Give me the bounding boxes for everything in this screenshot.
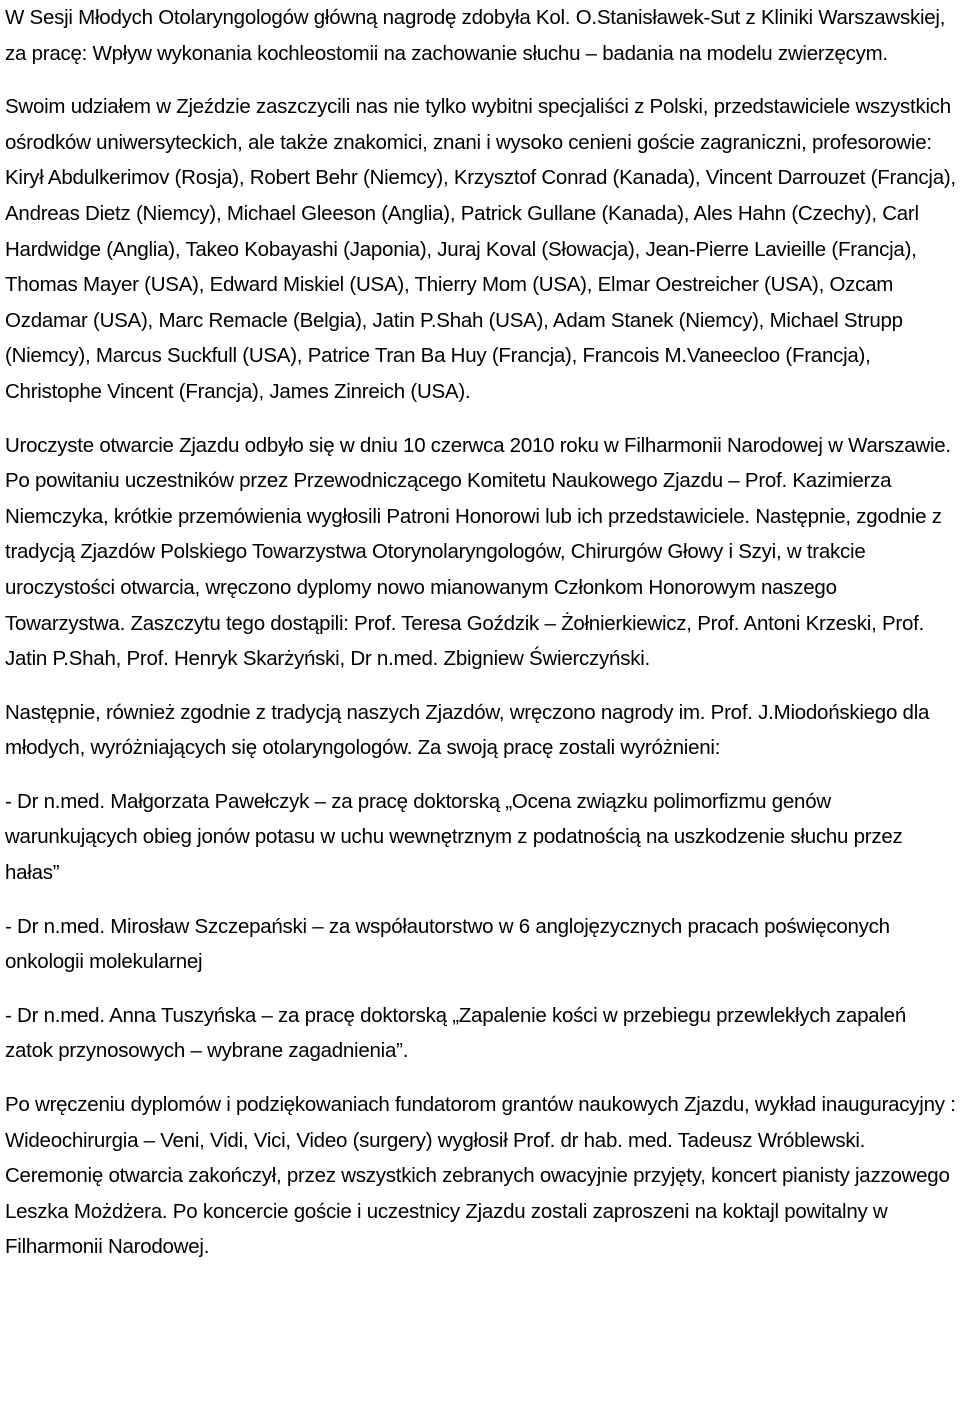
list-item-awardee-tuszynska: - Dr n.med. Anna Tuszyńska – za pracę doktorską „Zapalenie kości w przebiegu przewlekłych zapaleń zatok przynosowych – wybrane zagadnienia”. (5, 1003, 906, 1063)
list-item-awardee-pawelczyk: - Dr n.med. Małgorzata Pawełczyk – za pracę doktorską „Ocena związku polimorfizmu genów warunkujących obieg jonów potasu w uchu wewnętrznym z podatnością na uszkodzenie słuchu przez hałas” (5, 789, 903, 885)
paragraph-miodonski-awards: Następnie, również zgodnie z tradycją naszych Zjazdów, wręczono nagrody im. Prof. J.Miodońskiego dla młodych, wyróżniających się otolaryngologów. Za swoją pracę zostali wyróżnieni: (5, 700, 930, 760)
paragraph-inaugural-lecture-concert: Po wręczeniu dyplomów i podziękowaniach fundatorom grantów naukowych Zjazdu, wykład inauguracyjny : Wideochirurgia – Veni, Vidi, Vici, Video (surgery) wygłosił Prof. dr hab. med. Tadeusz Wróblewski. Ceremonię otwarcia zakończył, przez wszystkich zebranych owacyjnie przyjęty, koncert pianisty jazzowego Leszka Możdżera. Po koncercie goście i uczestnicy Zjazdu zostali zaproszeni na koktajl powitalny w Filharmonii Narodowej. (5, 1093, 956, 1259)
paragraph-foreign-guests: Swoim udziałem w Zjeździe zaszczycili nas nie tylko wybitni specjaliści z Polski, przedstawiciele wszystkich ośrodków uniwersyteckich, ale także znakomici, znani i wysoko cenieni goście zagraniczni, profesorowie: Kirył Abdulkerimov (Rosja), Robert Behr (Niemcy), Krzysztof Conrad (Kanada), Vincent Darrouzet (Francja), Andreas Dietz (Niemcy), Michael Gleeson (Anglia), Patrick Gullane (Kanada), Ales Hahn (Czechy), Carl Hardwidge (Anglia), Takeo Kobayashi (Japonia), Juraj Koval (Słowacja), Jean-Pierre Lavieille (Francja), Thomas Mayer (USA), Edward Miskiel (USA), Thierry Mom (USA), Elmar Oestreicher (USA), Ozcam Ozdamar (USA), Marc Remacle (Belgia), Jatin P.Shah (USA), Adam Stanek (Niemcy), Michael Strupp (Niemcy), Marcus Suckfull (USA), Patrice Tran Ba Huy (Francja), Francois M.Vaneecloo (Francja), Christophe Vincent (Francja), James Zinreich (USA). (5, 95, 956, 403)
document-page (5, 0, 957, 1265)
paragraph-opening-ceremony: Uroczyste otwarcie Zjazdu odbyło się w dniu 10 czerwca 2010 roku w Filharmonii Narodowej w Warszawie. Po powitaniu uczestników przez Przewodniczącego Komitetu Naukowego Zjazdu – Prof. Kazimierza Niemczyka, krótkie przemówienia wygłosili Patroni Honorowi lub ich przedstawiciele. Następnie, zgodnie z tradycją Zjazdów Polskiego Towarzystwa Otorynolaryngologów, Chirurgów Głowy i Szyi, w trakcie uroczystości otwarcia, wręczono dyplomy nowo mianowanym Członkom Honorowym naszego Towarzystwa. Zaszczytu tego dostąpili: Prof. Teresa Goździk – Żołnierkiewicz, Prof. Antoni Krzeski, Prof. Jatin P.Shah, Prof. Henryk Skarżyński, Dr n.med. Zbigniew Świerczyński. (5, 433, 951, 671)
paragraph-young-otolaryngologists-award: W Sesji Młodych Otolaryngologów główną nagrodę zdobyła Kol. O.Stanisławek-Sut z Kliniki Warszawskiej, za pracę: Wpływ wykonania kochleostomii na zachowanie słuchu – badania na modelu zwierzęcym. (5, 6, 946, 65)
list-item-awardee-szczepanski: - Dr n.med. Mirosław Szczepański – za współautorstwo w 6 anglojęzycznych pracach poświęconych onkologii molekularnej (5, 914, 890, 974)
